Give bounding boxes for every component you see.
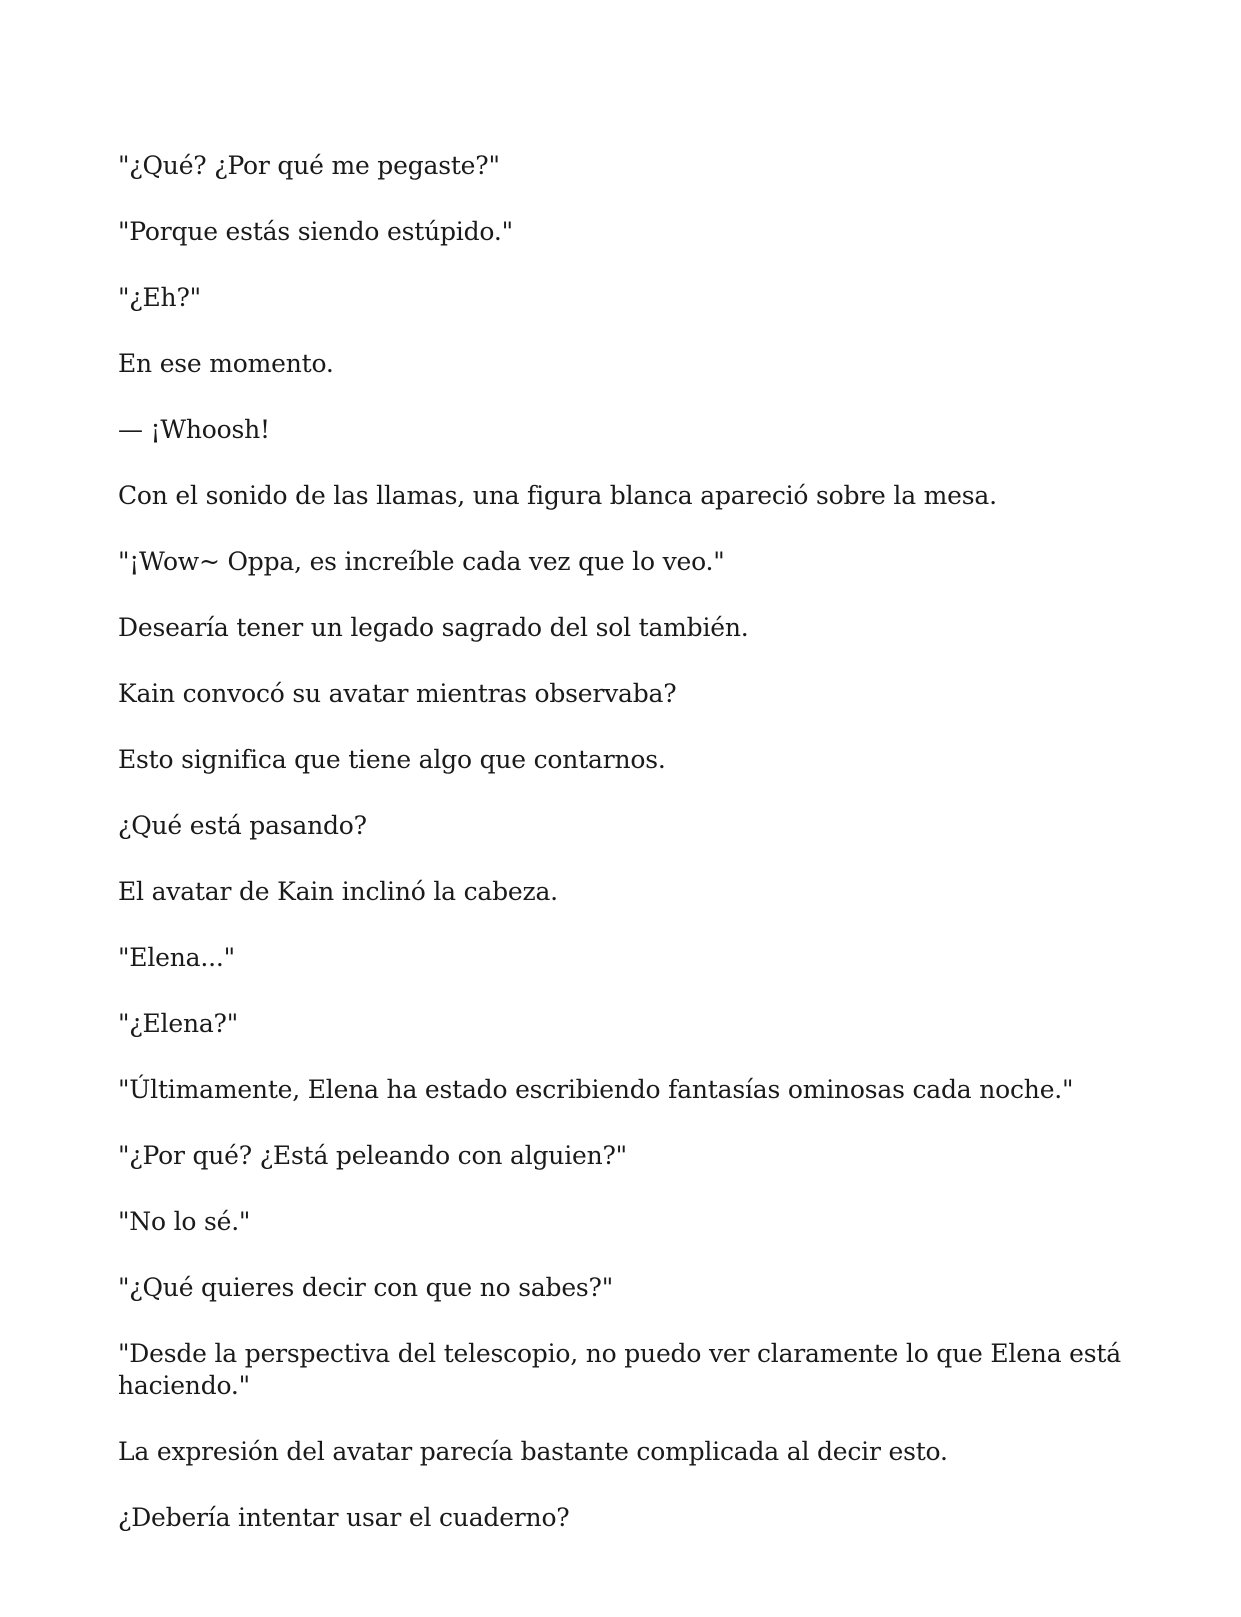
paragraph: "¿Qué quieres decir con que no sabes?" xyxy=(118,1273,614,1302)
paragraph: "¿Eh?" xyxy=(118,283,201,312)
paragraph: "¡Wow~ Oppa, es increíble cada vez que lo veo." xyxy=(118,547,725,576)
paragraph: La expresión del avatar parecía bastante complicada al decir esto. xyxy=(118,1437,948,1466)
paragraph: El avatar de Kain inclinó la cabeza. xyxy=(118,877,558,906)
paragraph: "Últimamente, Elena ha estado escribiendo fantasías ominosas cada noche." xyxy=(118,1075,1074,1104)
paragraph: "Porque estás siendo estúpido." xyxy=(118,217,513,246)
paragraph: Esto significa que tiene algo que contarnos. xyxy=(118,745,666,774)
paragraph: "Desde la perspectiva del telescopio, no puedo ver claramente lo que Elena está haciendo." xyxy=(118,1339,1121,1400)
paragraph: ¿Debería intentar usar el cuaderno? xyxy=(118,1503,570,1532)
paragraph: "¿Por qué? ¿Está peleando con alguien?" xyxy=(118,1141,627,1170)
paragraph: En ese momento. xyxy=(118,349,334,378)
paragraph: "¿Elena?" xyxy=(118,1009,239,1038)
paragraph: — ¡Whoosh! xyxy=(118,415,270,444)
paragraph: Kain convocó su avatar mientras observaba? xyxy=(118,679,677,708)
paragraph: Desearía tener un legado sagrado del sol también. xyxy=(118,613,749,642)
paragraph: "Elena..." xyxy=(118,943,235,972)
paragraph: Con el sonido de las llamas, una figura blanca apareció sobre la mesa. xyxy=(118,481,997,510)
paragraph: ¿Qué está pasando? xyxy=(118,811,367,840)
document-body xyxy=(118,150,1128,1568)
paragraph: "No lo sé." xyxy=(118,1207,251,1236)
paragraph: "¿Qué? ¿Por qué me pegaste?" xyxy=(118,151,500,180)
